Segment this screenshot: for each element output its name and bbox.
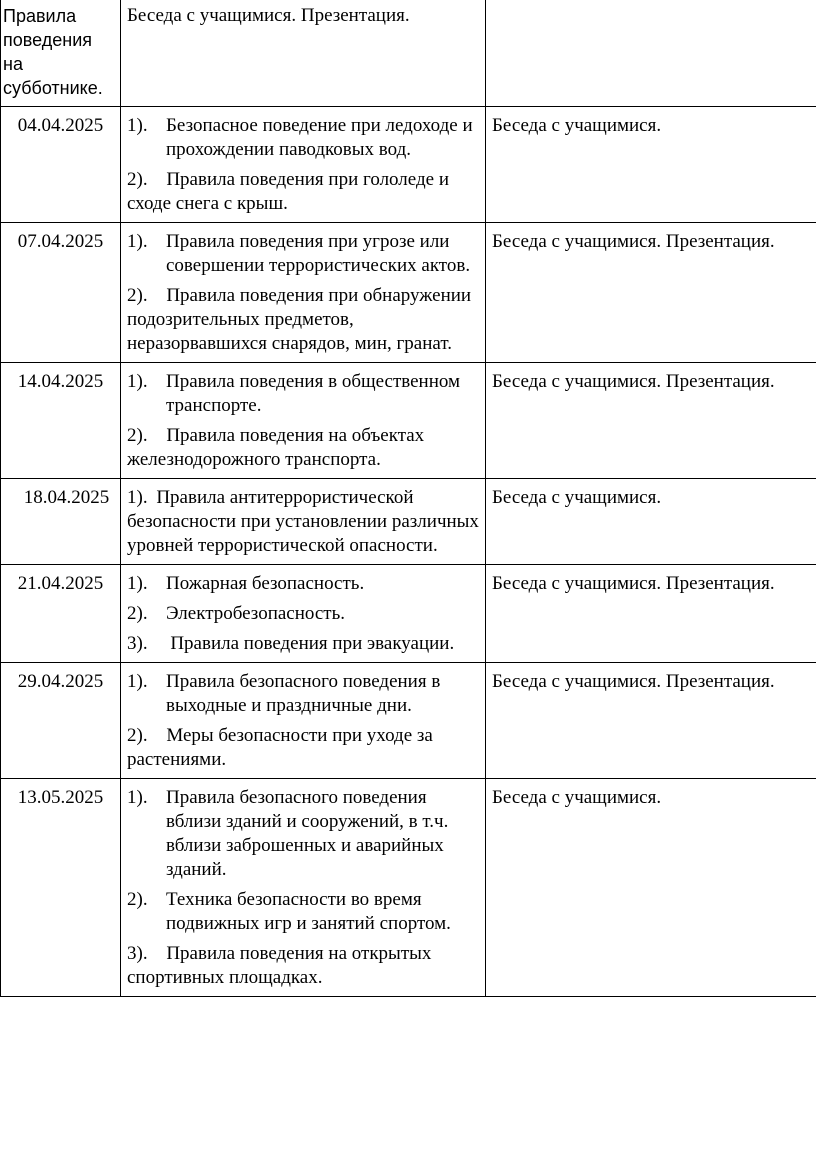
topics-cell [121, 363, 486, 479]
item-number: 2). [127, 889, 148, 910]
date-cell [1, 663, 121, 779]
form-cell [121, 0, 486, 107]
item-number: 1). [127, 115, 148, 136]
item-text: Электробезопасность. [166, 603, 346, 624]
item-text: Правила поведения в общественном транспорте. [166, 371, 461, 416]
item-text: Техника безопасности во время подвижных игр и занятий спортом. [166, 889, 451, 934]
list-item [127, 632, 480, 656]
date-text: 07.04.2025 [17, 231, 104, 252]
date-cell [1, 479, 121, 565]
list-item [127, 724, 480, 772]
table-row [1, 779, 816, 997]
form-cell [486, 223, 816, 363]
list-item [127, 370, 480, 418]
table-row [1, 479, 816, 565]
date-text: 13.05.2025 [17, 787, 104, 808]
topic-cell [1, 0, 121, 107]
form-text: Беседа с учащимися. [492, 787, 662, 808]
item-text: Правила поведения при гололеде и сходе снега с крыш. [127, 169, 449, 214]
table-row [1, 363, 816, 479]
item-text: Правила поведения при угрозе или совершении террористических актов. [166, 231, 471, 276]
list-item [127, 602, 480, 626]
list-item [127, 486, 480, 558]
form-text: Беседа с учащимися. Презентация. [492, 573, 775, 594]
list-item [127, 670, 480, 718]
date-cell [1, 363, 121, 479]
item-number: 2). [127, 285, 148, 306]
list-item [127, 424, 480, 472]
list-item [127, 942, 480, 990]
form-cell [486, 479, 816, 565]
table-row [1, 0, 816, 107]
item-number: 3). [127, 633, 148, 654]
form-cell [486, 663, 816, 779]
item-text: Пожарная безопасность. [166, 573, 365, 594]
item-number: 2). [127, 725, 148, 746]
item-text: Безопасное поведение при ледоходе и прохождении паводковых вод. [166, 115, 473, 160]
date-cell [1, 223, 121, 363]
form-cell [486, 779, 816, 997]
form-text: Беседа с учащимися. Презентация. [492, 371, 775, 392]
topics-cell [121, 779, 486, 997]
form-cell [486, 565, 816, 663]
item-text: Правила поведения при обнаружении подозрительных предметов, неразорвавшихся снарядов, мин, гранат. [127, 285, 472, 354]
table-row [1, 107, 816, 223]
date-text: 14.04.2025 [17, 371, 104, 392]
item-number: 1). [127, 573, 148, 594]
item-number: 1). [127, 487, 148, 508]
form-cell [486, 107, 816, 223]
topics-cell [121, 107, 486, 223]
item-text: Правила безопасного поведения вблизи зданий и сооружений, в т.ч. вблизи заброшенных и аварийных зданий. [166, 787, 449, 880]
item-number: 3). [127, 943, 148, 964]
date-text: 18.04.2025 [23, 487, 110, 508]
item-number: 2). [127, 169, 148, 190]
form-cell [486, 363, 816, 479]
topics-cell [121, 479, 486, 565]
date-text: 04.04.2025 [17, 115, 104, 136]
item-text: Меры безопасности при уходе за растениями. [127, 725, 433, 770]
item-text: Правила поведения при эвакуации. [170, 633, 455, 654]
item-text: Правила безопасного поведения в выходные и праздничные дни. [166, 671, 441, 716]
table-row [1, 663, 816, 779]
item-number: 2). [127, 603, 148, 624]
topics-cell [121, 223, 486, 363]
date-cell [1, 779, 121, 997]
form-text: Беседа с учащимися. [492, 487, 662, 508]
list-item [127, 284, 480, 356]
list-item [127, 786, 480, 882]
topic-label: Правила поведения на субботнике. [3, 6, 103, 98]
table-row [1, 223, 816, 363]
date-text: 21.04.2025 [17, 573, 104, 594]
table-row [1, 565, 816, 663]
form-text: Беседа с учащимися. Презентация. [492, 671, 775, 692]
form-text: Беседа с учащимися. [492, 115, 662, 136]
item-number: 2). [127, 425, 148, 446]
item-text: Правила поведения на открытых спортивных площадках. [127, 943, 432, 988]
item-text: Правила антитеррористической безопасности при установлении различных уровней террористической опасности. [127, 487, 479, 556]
date-text: 29.04.2025 [17, 671, 104, 692]
form-text: Беседа с учащимися. Презентация. [492, 231, 775, 252]
topics-cell [121, 565, 486, 663]
list-item [127, 168, 480, 216]
date-cell [1, 565, 121, 663]
empty-cell [486, 0, 816, 107]
item-number: 1). [127, 231, 148, 252]
list-item [127, 230, 480, 278]
list-item [127, 114, 480, 162]
list-item [127, 572, 480, 596]
item-text: Правила поведения на объектах железнодорожного транспорта. [127, 425, 425, 470]
topics-cell [121, 663, 486, 779]
item-number: 1). [127, 371, 148, 392]
item-number: 1). [127, 787, 148, 808]
list-item [127, 888, 480, 936]
date-cell [1, 107, 121, 223]
form-text: Беседа с учащимися. Презентация. [127, 5, 410, 26]
item-number: 1). [127, 671, 148, 692]
